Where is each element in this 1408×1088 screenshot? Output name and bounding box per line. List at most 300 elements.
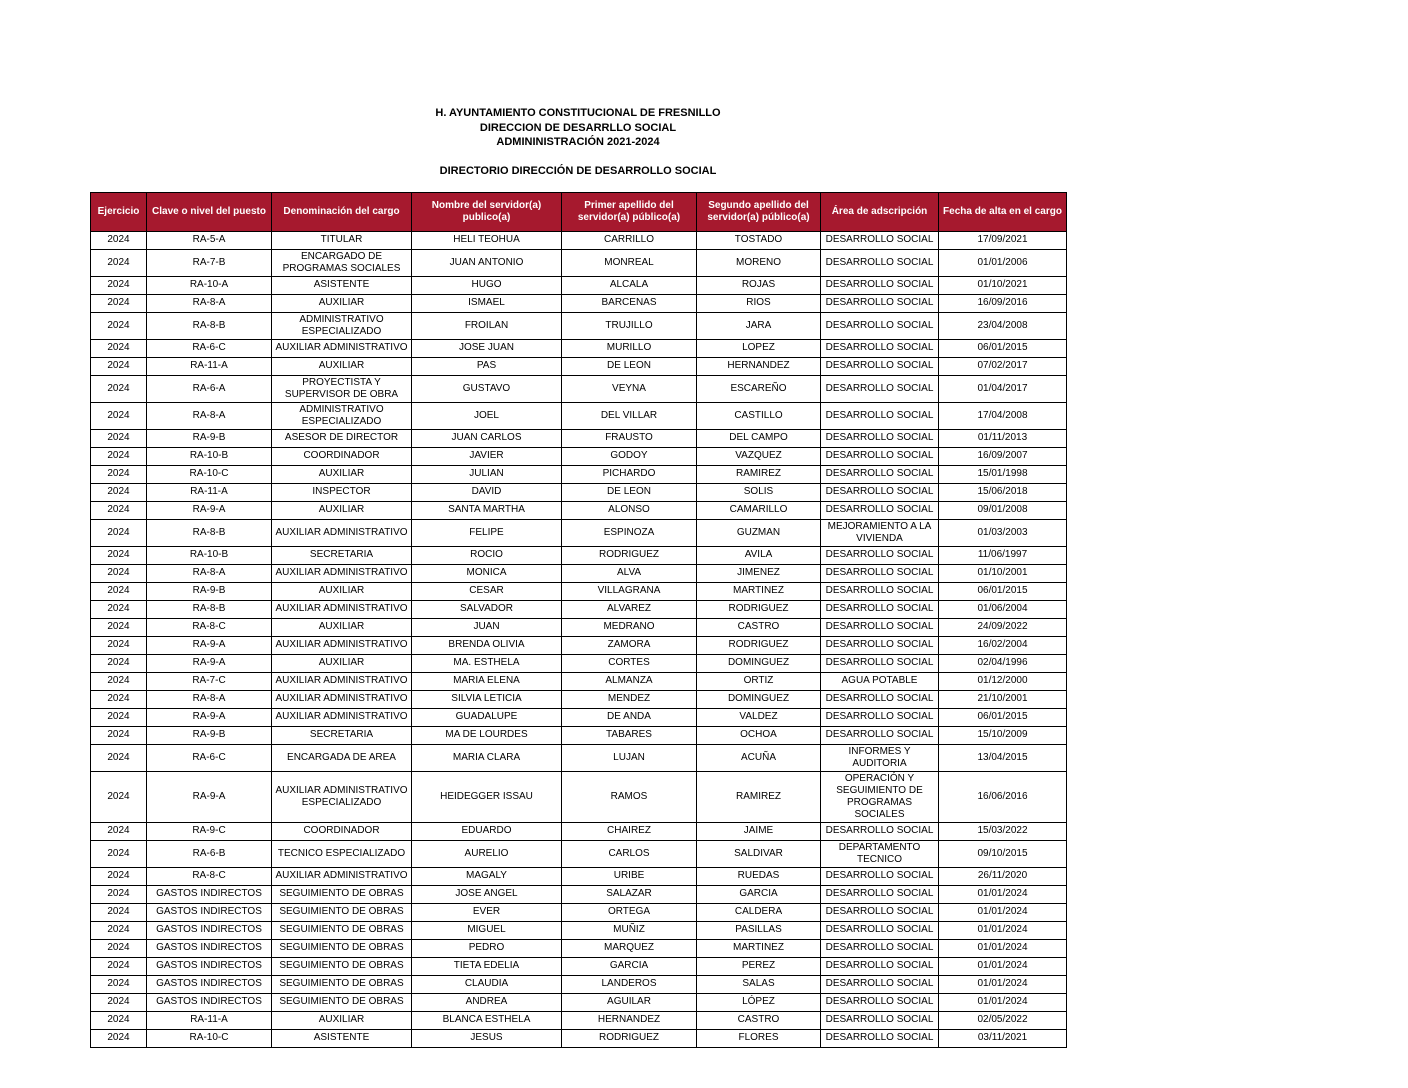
cell-primer-apellido: ZAMORA — [562, 636, 697, 654]
cell-nombre: MARIA ELENA — [412, 672, 562, 690]
title-line-1: H. AYUNTAMIENTO CONSTITUCIONAL DE FRESNILLO — [435, 107, 721, 119]
column-header-nombre: Nombre del servidor(a) publico(a) — [412, 192, 562, 231]
cell-nombre: JOSE JUAN — [412, 339, 562, 357]
table-row — [91, 957, 1067, 975]
cell-clave: RA-6-B — [147, 840, 272, 867]
table-row — [91, 231, 1067, 249]
cell-nombre: FELIPE — [412, 519, 562, 546]
cell-ejercicio: 2024 — [91, 867, 147, 885]
table-row — [91, 975, 1067, 993]
cell-fecha-alta: 26/11/2020 — [939, 867, 1067, 885]
cell-segundo-apellido: JIMENEZ — [697, 564, 821, 582]
cell-segundo-apellido: MARTINEZ — [697, 939, 821, 957]
cell-nombre: JUAN — [412, 618, 562, 636]
cell-clave: RA-10-B — [147, 447, 272, 465]
cell-primer-apellido: CARRILLO — [562, 231, 697, 249]
table-row — [91, 249, 1067, 276]
cell-area: DESARROLLO SOCIAL — [821, 357, 939, 375]
cell-nombre: HUGO — [412, 276, 562, 294]
cell-primer-apellido: AGUILAR — [562, 993, 697, 1011]
cell-primer-apellido: CORTES — [562, 654, 697, 672]
table-row — [91, 903, 1067, 921]
cell-denominacion: AUXILIAR — [272, 654, 412, 672]
cell-area: DESARROLLO SOCIAL — [821, 708, 939, 726]
cell-primer-apellido: MURILLO — [562, 339, 697, 357]
document-content — [90, 106, 1066, 1048]
cell-denominacion: SEGUIMIENTO DE OBRAS — [272, 885, 412, 903]
table-row — [91, 744, 1067, 771]
cell-segundo-apellido: RAMIREZ — [697, 771, 821, 822]
cell-ejercicio: 2024 — [91, 501, 147, 519]
cell-segundo-apellido: VALDEZ — [697, 708, 821, 726]
cell-ejercicio: 2024 — [91, 546, 147, 564]
cell-denominacion: AUXILIAR ADMINISTRATIVO — [272, 519, 412, 546]
cell-area: DESARROLLO SOCIAL — [821, 975, 939, 993]
cell-segundo-apellido: SOLIS — [697, 483, 821, 501]
cell-fecha-alta: 06/01/2015 — [939, 708, 1067, 726]
cell-denominacion: ENCARGADA DE AREA — [272, 744, 412, 771]
cell-area: DESARROLLO SOCIAL — [821, 822, 939, 840]
cell-primer-apellido: CARLOS — [562, 840, 697, 867]
cell-fecha-alta: 02/04/1996 — [939, 654, 1067, 672]
cell-fecha-alta: 17/04/2008 — [939, 402, 1067, 429]
cell-ejercicio: 2024 — [91, 339, 147, 357]
cell-nombre: SILVIA LETICIA — [412, 690, 562, 708]
cell-segundo-apellido: GUZMAN — [697, 519, 821, 546]
table-row — [91, 276, 1067, 294]
cell-primer-apellido: MENDEZ — [562, 690, 697, 708]
cell-clave: RA-8-A — [147, 294, 272, 312]
table-row — [91, 708, 1067, 726]
cell-fecha-alta: 15/03/2022 — [939, 822, 1067, 840]
cell-primer-apellido: URIBE — [562, 867, 697, 885]
cell-nombre: PEDRO — [412, 939, 562, 957]
cell-ejercicio: 2024 — [91, 357, 147, 375]
cell-area: DESARROLLO SOCIAL — [821, 600, 939, 618]
table-row — [91, 375, 1067, 402]
cell-segundo-apellido: PASILLAS — [697, 921, 821, 939]
cell-clave: RA-8-A — [147, 564, 272, 582]
cell-segundo-apellido: LOPEZ — [697, 339, 821, 357]
cell-segundo-apellido: OCHOA — [697, 726, 821, 744]
table-row — [91, 921, 1067, 939]
cell-ejercicio: 2024 — [91, 618, 147, 636]
cell-segundo-apellido: PEREZ — [697, 957, 821, 975]
table-row — [91, 939, 1067, 957]
cell-area: DESARROLLO SOCIAL — [821, 501, 939, 519]
cell-fecha-alta: 16/09/2007 — [939, 447, 1067, 465]
cell-denominacion: TECNICO ESPECIALIZADO — [272, 840, 412, 867]
cell-area: DESARROLLO SOCIAL — [821, 294, 939, 312]
cell-clave: GASTOS INDIRECTOS — [147, 975, 272, 993]
cell-ejercicio: 2024 — [91, 840, 147, 867]
cell-segundo-apellido: RAMIREZ — [697, 465, 821, 483]
cell-denominacion: SECRETARIA — [272, 546, 412, 564]
cell-segundo-apellido: AVILA — [697, 546, 821, 564]
cell-fecha-alta: 06/01/2015 — [939, 582, 1067, 600]
cell-denominacion: AUXILIAR — [272, 1011, 412, 1029]
cell-nombre: MIGUEL — [412, 921, 562, 939]
cell-clave: RA-8-A — [147, 402, 272, 429]
cell-nombre: AURELIO — [412, 840, 562, 867]
cell-clave: RA-9-B — [147, 582, 272, 600]
cell-fecha-alta: 15/06/2018 — [939, 483, 1067, 501]
cell-area: DESARROLLO SOCIAL — [821, 339, 939, 357]
table-row — [91, 546, 1067, 564]
cell-clave: GASTOS INDIRECTOS — [147, 921, 272, 939]
cell-primer-apellido: MEDRANO — [562, 618, 697, 636]
cell-clave: RA-11-A — [147, 357, 272, 375]
cell-nombre: FROILAN — [412, 312, 562, 339]
cell-denominacion: AUXILIAR ADMINISTRATIVO — [272, 690, 412, 708]
cell-nombre: BRENDA OLIVIA — [412, 636, 562, 654]
cell-clave: RA-8-B — [147, 312, 272, 339]
cell-nombre: JAVIER — [412, 447, 562, 465]
cell-fecha-alta: 21/10/2001 — [939, 690, 1067, 708]
cell-primer-apellido: ORTEGA — [562, 903, 697, 921]
cell-clave: RA-9-A — [147, 636, 272, 654]
cell-fecha-alta: 01/01/2024 — [939, 921, 1067, 939]
cell-nombre: HELI TEOHUA — [412, 231, 562, 249]
cell-fecha-alta: 01/01/2024 — [939, 957, 1067, 975]
cell-denominacion: AUXILIAR ADMINISTRATIVO ESPECIALIZADO — [272, 771, 412, 822]
cell-fecha-alta: 01/12/2000 — [939, 672, 1067, 690]
column-header-denominacion: Denominación del cargo — [272, 192, 412, 231]
title-line-3: ADMININISTRACIÓN 2021-2024 — [496, 136, 660, 149]
cell-area: AGUA POTABLE — [821, 672, 939, 690]
table-body — [91, 231, 1067, 1047]
cell-clave: RA-7-B — [147, 249, 272, 276]
cell-clave: RA-6-C — [147, 744, 272, 771]
cell-primer-apellido: SALAZAR — [562, 885, 697, 903]
cell-clave: RA-10-C — [147, 1029, 272, 1047]
cell-area: DESARROLLO SOCIAL — [821, 312, 939, 339]
cell-nombre: ANDREA — [412, 993, 562, 1011]
cell-ejercicio: 2024 — [91, 600, 147, 618]
cell-fecha-alta: 01/11/2013 — [939, 429, 1067, 447]
table-title: DIRECTORIO DIRECCIÓN DE DESARROLLO SOCIAL — [439, 164, 717, 177]
cell-denominacion: COORDINADOR — [272, 447, 412, 465]
cell-ejercicio: 2024 — [91, 636, 147, 654]
cell-fecha-alta: 24/09/2022 — [939, 618, 1067, 636]
cell-segundo-apellido: CASTILLO — [697, 402, 821, 429]
cell-denominacion: INSPECTOR — [272, 483, 412, 501]
cell-nombre: GUADALUPE — [412, 708, 562, 726]
cell-primer-apellido: DEL VILLAR — [562, 402, 697, 429]
cell-fecha-alta: 06/01/2015 — [939, 339, 1067, 357]
cell-ejercicio: 2024 — [91, 429, 147, 447]
table-row — [91, 447, 1067, 465]
cell-fecha-alta: 16/09/2016 — [939, 294, 1067, 312]
cell-primer-apellido: RODRIGUEZ — [562, 546, 697, 564]
cell-nombre: JESUS — [412, 1029, 562, 1047]
cell-primer-apellido: ALVA — [562, 564, 697, 582]
cell-segundo-apellido: HERNANDEZ — [697, 357, 821, 375]
cell-clave: RA-9-A — [147, 708, 272, 726]
cell-fecha-alta: 01/01/2006 — [939, 249, 1067, 276]
cell-fecha-alta: 01/10/2001 — [939, 564, 1067, 582]
cell-fecha-alta: 01/01/2024 — [939, 975, 1067, 993]
cell-primer-apellido: ALONSO — [562, 501, 697, 519]
cell-ejercicio: 2024 — [91, 672, 147, 690]
cell-area: DESARROLLO SOCIAL — [821, 249, 939, 276]
cell-nombre: JUAN ANTONIO — [412, 249, 562, 276]
cell-denominacion: AUXILIAR ADMINISTRATIVO — [272, 600, 412, 618]
cell-clave: RA-8-C — [147, 618, 272, 636]
cell-area: DESARROLLO SOCIAL — [821, 465, 939, 483]
cell-ejercicio: 2024 — [91, 975, 147, 993]
cell-denominacion: SEGUIMIENTO DE OBRAS — [272, 903, 412, 921]
cell-ejercicio: 2024 — [91, 276, 147, 294]
cell-fecha-alta: 09/01/2008 — [939, 501, 1067, 519]
cell-denominacion: SEGUIMIENTO DE OBRAS — [272, 921, 412, 939]
table-row — [91, 501, 1067, 519]
cell-area: DESARROLLO SOCIAL — [821, 726, 939, 744]
cell-ejercicio: 2024 — [91, 690, 147, 708]
table-row — [91, 294, 1067, 312]
column-header-primer-apellido: Primer apellido del servidor(a) público(a) — [562, 192, 697, 231]
cell-segundo-apellido: TOSTADO — [697, 231, 821, 249]
cell-denominacion: ENCARGADO DE PROGRAMAS SOCIALES — [272, 249, 412, 276]
cell-area: DESARROLLO SOCIAL — [821, 885, 939, 903]
table-row — [91, 582, 1067, 600]
cell-ejercicio: 2024 — [91, 957, 147, 975]
cell-primer-apellido: TRUJILLO — [562, 312, 697, 339]
cell-primer-apellido: FRAUSTO — [562, 429, 697, 447]
cell-ejercicio: 2024 — [91, 294, 147, 312]
cell-denominacion: PROYECTISTA Y SUPERVISOR DE OBRA — [272, 375, 412, 402]
cell-denominacion: AUXILIAR ADMINISTRATIVO — [272, 867, 412, 885]
cell-area: DESARROLLO SOCIAL — [821, 564, 939, 582]
table-row — [91, 600, 1067, 618]
cell-primer-apellido: HERNANDEZ — [562, 1011, 697, 1029]
cell-area: DESARROLLO SOCIAL — [821, 402, 939, 429]
cell-primer-apellido: ESPINOZA — [562, 519, 697, 546]
cell-area: DESARROLLO SOCIAL — [821, 690, 939, 708]
cell-segundo-apellido: MORENO — [697, 249, 821, 276]
cell-nombre: MA DE LOURDES — [412, 726, 562, 744]
cell-ejercicio: 2024 — [91, 402, 147, 429]
cell-segundo-apellido: GARCIA — [697, 885, 821, 903]
cell-clave: GASTOS INDIRECTOS — [147, 993, 272, 1011]
cell-nombre: HEIDEGGER ISSAU — [412, 771, 562, 822]
cell-segundo-apellido: RIOS — [697, 294, 821, 312]
cell-segundo-apellido: CALDERA — [697, 903, 821, 921]
cell-segundo-apellido: RODRIGUEZ — [697, 600, 821, 618]
table-row — [91, 993, 1067, 1011]
cell-ejercicio: 2024 — [91, 885, 147, 903]
cell-ejercicio: 2024 — [91, 1011, 147, 1029]
table-row — [91, 867, 1067, 885]
cell-segundo-apellido: SALAS — [697, 975, 821, 993]
cell-ejercicio: 2024 — [91, 939, 147, 957]
cell-denominacion: COORDINADOR — [272, 822, 412, 840]
header-row — [91, 192, 1067, 231]
cell-clave: RA-9-B — [147, 726, 272, 744]
column-header-segundo-apellido: Segundo apellido del servidor(a) público(a) — [697, 192, 821, 231]
cell-ejercicio: 2024 — [91, 249, 147, 276]
cell-denominacion: AUXILIAR ADMINISTRATIVO — [272, 564, 412, 582]
cell-fecha-alta: 03/11/2021 — [939, 1029, 1067, 1047]
title-line-2: DIRECCION DE DESARRLLO SOCIAL — [479, 121, 677, 134]
cell-fecha-alta: 01/01/2024 — [939, 903, 1067, 921]
cell-clave: RA-11-A — [147, 1011, 272, 1029]
cell-denominacion: AUXILIAR ADMINISTRATIVO — [272, 672, 412, 690]
cell-clave: GASTOS INDIRECTOS — [147, 885, 272, 903]
cell-denominacion: SEGUIMIENTO DE OBRAS — [272, 975, 412, 993]
cell-denominacion: ADMINISTRATIVO ESPECIALIZADO — [272, 312, 412, 339]
cell-clave: RA-8-C — [147, 867, 272, 885]
cell-clave: RA-5-A — [147, 231, 272, 249]
cell-primer-apellido: GARCIA — [562, 957, 697, 975]
cell-nombre: EVER — [412, 903, 562, 921]
cell-nombre: TIETA EDELIA — [412, 957, 562, 975]
cell-segundo-apellido: ROJAS — [697, 276, 821, 294]
cell-segundo-apellido: ACUÑA — [697, 744, 821, 771]
cell-primer-apellido: ALMANZA — [562, 672, 697, 690]
cell-primer-apellido: RODRIGUEZ — [562, 1029, 697, 1047]
cell-fecha-alta: 01/10/2021 — [939, 276, 1067, 294]
cell-clave: GASTOS INDIRECTOS — [147, 957, 272, 975]
cell-segundo-apellido: DOMINGUEZ — [697, 690, 821, 708]
cell-ejercicio: 2024 — [91, 822, 147, 840]
cell-denominacion: SEGUIMIENTO DE OBRAS — [272, 939, 412, 957]
cell-denominacion: TITULAR — [272, 231, 412, 249]
cell-clave: RA-9-C — [147, 822, 272, 840]
cell-area: DESARROLLO SOCIAL — [821, 654, 939, 672]
cell-area: DESARROLLO SOCIAL — [821, 429, 939, 447]
table-row — [91, 618, 1067, 636]
cell-segundo-apellido: CAMARILLO — [697, 501, 821, 519]
cell-fecha-alta: 01/01/2024 — [939, 993, 1067, 1011]
cell-area: DESARROLLO SOCIAL — [821, 903, 939, 921]
cell-area: DESARROLLO SOCIAL — [821, 546, 939, 564]
cell-denominacion: AUXILIAR ADMINISTRATIVO — [272, 339, 412, 357]
cell-area: DESARROLLO SOCIAL — [821, 636, 939, 654]
cell-clave: GASTOS INDIRECTOS — [147, 903, 272, 921]
cell-ejercicio: 2024 — [91, 483, 147, 501]
cell-fecha-alta: 15/10/2009 — [939, 726, 1067, 744]
cell-fecha-alta: 16/02/2004 — [939, 636, 1067, 654]
cell-segundo-apellido: SALDIVAR — [697, 840, 821, 867]
cell-nombre: MAGALY — [412, 867, 562, 885]
cell-segundo-apellido: JAIME — [697, 822, 821, 840]
cell-ejercicio: 2024 — [91, 744, 147, 771]
cell-denominacion: ADMINISTRATIVO ESPECIALIZADO — [272, 402, 412, 429]
table-row — [91, 519, 1067, 546]
cell-clave: RA-9-A — [147, 771, 272, 822]
cell-area: MEJORAMIENTO A LA VIVIENDA — [821, 519, 939, 546]
cell-fecha-alta: 15/01/1998 — [939, 465, 1067, 483]
cell-segundo-apellido: LÓPEZ — [697, 993, 821, 1011]
cell-ejercicio: 2024 — [91, 921, 147, 939]
cell-fecha-alta: 01/01/2024 — [939, 885, 1067, 903]
cell-nombre: DAVID — [412, 483, 562, 501]
cell-clave: RA-8-A — [147, 690, 272, 708]
cell-fecha-alta: 01/03/2003 — [939, 519, 1067, 546]
cell-denominacion: ASISTENTE — [272, 276, 412, 294]
cell-denominacion: ASISTENTE — [272, 1029, 412, 1047]
table-row — [91, 357, 1067, 375]
cell-segundo-apellido: RODRIGUEZ — [697, 636, 821, 654]
cell-fecha-alta: 11/06/1997 — [939, 546, 1067, 564]
cell-segundo-apellido: JARA — [697, 312, 821, 339]
cell-ejercicio: 2024 — [91, 708, 147, 726]
cell-ejercicio: 2024 — [91, 375, 147, 402]
cell-segundo-apellido: DEL CAMPO — [697, 429, 821, 447]
cell-segundo-apellido: ESCAREÑO — [697, 375, 821, 402]
cell-clave: RA-9-A — [147, 654, 272, 672]
cell-nombre: CESAR — [412, 582, 562, 600]
cell-denominacion: AUXILIAR — [272, 582, 412, 600]
column-header-area: Área de adscripción — [821, 192, 939, 231]
cell-denominacion: ASESOR DE DIRECTOR — [272, 429, 412, 447]
table-row — [91, 726, 1067, 744]
cell-fecha-alta: 07/02/2017 — [939, 357, 1067, 375]
cell-clave: RA-8-B — [147, 600, 272, 618]
cell-area: DESARROLLO SOCIAL — [821, 276, 939, 294]
cell-nombre: JUAN CARLOS — [412, 429, 562, 447]
cell-fecha-alta: 17/09/2021 — [939, 231, 1067, 249]
cell-primer-apellido: LANDEROS — [562, 975, 697, 993]
table-row — [91, 339, 1067, 357]
table-row — [91, 465, 1067, 483]
cell-ejercicio: 2024 — [91, 312, 147, 339]
cell-primer-apellido: CHAIREZ — [562, 822, 697, 840]
cell-primer-apellido: BARCENAS — [562, 294, 697, 312]
cell-nombre: EDUARDO — [412, 822, 562, 840]
cell-primer-apellido: MONREAL — [562, 249, 697, 276]
cell-primer-apellido: DE ANDA — [562, 708, 697, 726]
cell-denominacion: SECRETARIA — [272, 726, 412, 744]
cell-denominacion: SEGUIMIENTO DE OBRAS — [272, 993, 412, 1011]
table-row — [91, 840, 1067, 867]
cell-ejercicio: 2024 — [91, 465, 147, 483]
cell-segundo-apellido: VAZQUEZ — [697, 447, 821, 465]
table-row — [91, 690, 1067, 708]
cell-nombre: ISMAEL — [412, 294, 562, 312]
cell-segundo-apellido: MARTINEZ — [697, 582, 821, 600]
cell-denominacion: SEGUIMIENTO DE OBRAS — [272, 957, 412, 975]
cell-area: DESARROLLO SOCIAL — [821, 939, 939, 957]
cell-ejercicio: 2024 — [91, 903, 147, 921]
cell-primer-apellido: DE LEON — [562, 357, 697, 375]
cell-area: DESARROLLO SOCIAL — [821, 957, 939, 975]
cell-clave: RA-10-A — [147, 276, 272, 294]
cell-nombre: SALVADOR — [412, 600, 562, 618]
cell-denominacion: AUXILIAR — [272, 618, 412, 636]
table-row — [91, 672, 1067, 690]
cell-primer-apellido: TABARES — [562, 726, 697, 744]
table-row — [91, 429, 1067, 447]
cell-clave: RA-7-C — [147, 672, 272, 690]
cell-ejercicio: 2024 — [91, 447, 147, 465]
cell-denominacion: AUXILIAR ADMINISTRATIVO — [272, 708, 412, 726]
cell-nombre: SANTA MARTHA — [412, 501, 562, 519]
column-header-ejercicio: Ejercicio — [91, 192, 147, 231]
cell-clave: RA-11-A — [147, 483, 272, 501]
cell-fecha-alta: 01/06/2004 — [939, 600, 1067, 618]
cell-clave: RA-9-B — [147, 429, 272, 447]
cell-nombre: MA. ESTHELA — [412, 654, 562, 672]
cell-clave: RA-8-B — [147, 519, 272, 546]
cell-ejercicio: 2024 — [91, 564, 147, 582]
cell-area: INFORMES Y AUDITORIA — [821, 744, 939, 771]
cell-area: DESARROLLO SOCIAL — [821, 582, 939, 600]
cell-primer-apellido: GODOY — [562, 447, 697, 465]
cell-clave: RA-10-C — [147, 465, 272, 483]
column-header-fecha-alta: Fecha de alta en el cargo — [939, 192, 1067, 231]
